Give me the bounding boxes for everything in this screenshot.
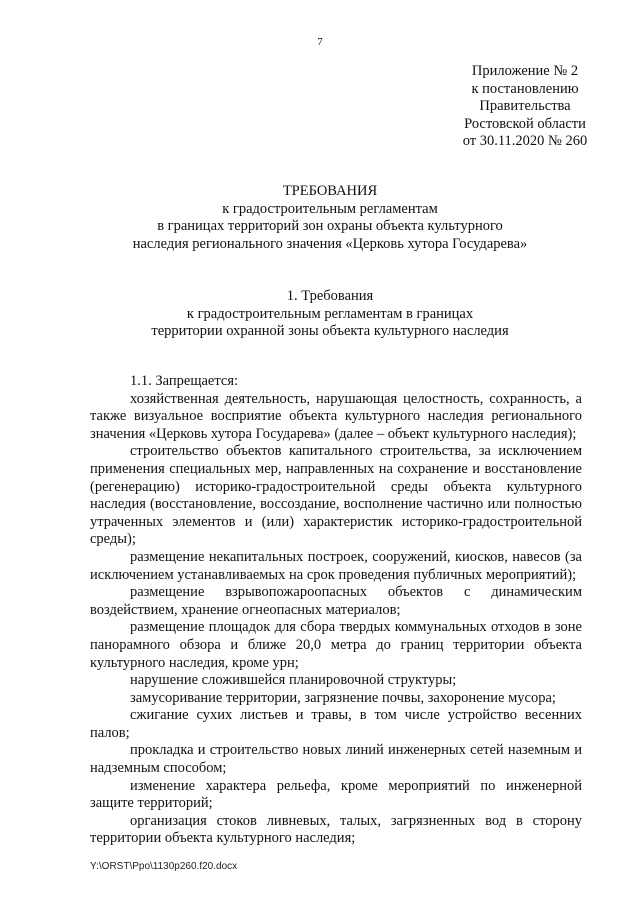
appendix-line: Ростовской области: [464, 115, 586, 132]
appendix-line: Приложение № 2: [471, 63, 579, 79]
title-line: к градостроительным регламентам: [222, 200, 438, 217]
section-line: территории охранной зоны объекта культурного наследия: [151, 323, 509, 340]
list-item: организация стоков ливневых, талых, загрязненных вод в сторону территории объекта культурного наследия;: [90, 812, 582, 847]
section-line: к градостроительным регламентам в границах: [186, 305, 474, 322]
section-number-heading: 1. Требования: [286, 288, 374, 304]
appendix-line: к постановлению: [471, 80, 579, 97]
list-item: нарушение сложившейся планировочной структуры;: [130, 672, 457, 689]
requirements-list: [90, 373, 582, 848]
list-item: прокладка и строительство новых линий инженерных сетей наземным и надземным способом;: [90, 742, 582, 777]
document-title: [70, 183, 590, 253]
list-item: изменение характера рельефа, кроме мероприятий по инженерной защите территорий;: [90, 777, 582, 812]
title-line: наследия регионального значения «Церковь хутора Государева»: [132, 235, 528, 252]
list-item: размещение площадок для сбора твердых коммунальных отходов в зоне панорамного обзора и ближе 20,0 метра до границ территории объекта культурного наследия, кроме урн;: [90, 619, 582, 671]
list-item: замусоривание территории, загрязнение почвы, захоронение мусора;: [130, 689, 556, 706]
list-item: размещение некапитальных построек, сооружений, киосков, навесов (за исключением устанавливаемых на срок проведения публичных мероприятий);: [90, 548, 582, 583]
appendix-line: Правительства: [479, 98, 571, 115]
list-item: размещение взрывопожароопасных объектов с динамическим воздействием, хранение огнеопасных материалов;: [90, 584, 582, 618]
title-heading: ТРЕБОВАНИЯ: [282, 183, 378, 199]
section-heading: [70, 288, 590, 341]
list-item: сжигание сухих листьев и травы, в том числе устройство весенних палов;: [90, 707, 582, 741]
appendix-line: от 30.11.2020 № 260: [462, 133, 588, 150]
appendix-block: [440, 63, 610, 151]
page-number: 7: [317, 36, 323, 48]
title-line: в границах территорий зон охраны объекта культурного: [157, 218, 503, 235]
list-item: строительство объектов капитального строительства, за исключением применения специальных мер, направленных на сохранение и восстановление (регенерацию) историко-градостроительной среды объекта культурного наследия (восстановление, воссоздание, восполнение частично или полностью утраченных элементов и (или) характеристик историко-градостроительной среды);: [90, 443, 582, 548]
clause-label: 1.1. Запрещается:: [130, 373, 239, 389]
list-item: хозяйственная деятельность, нарушающая целостность, сохранность, а также визуальное восприятие объекта культурного наследия регионального значения «Церковь хутора Государева» (далее – объект культурного наследия);: [90, 390, 582, 442]
footer-file-path: Y:\ORST\Ppo\1130p260.f20.docx: [90, 861, 238, 872]
